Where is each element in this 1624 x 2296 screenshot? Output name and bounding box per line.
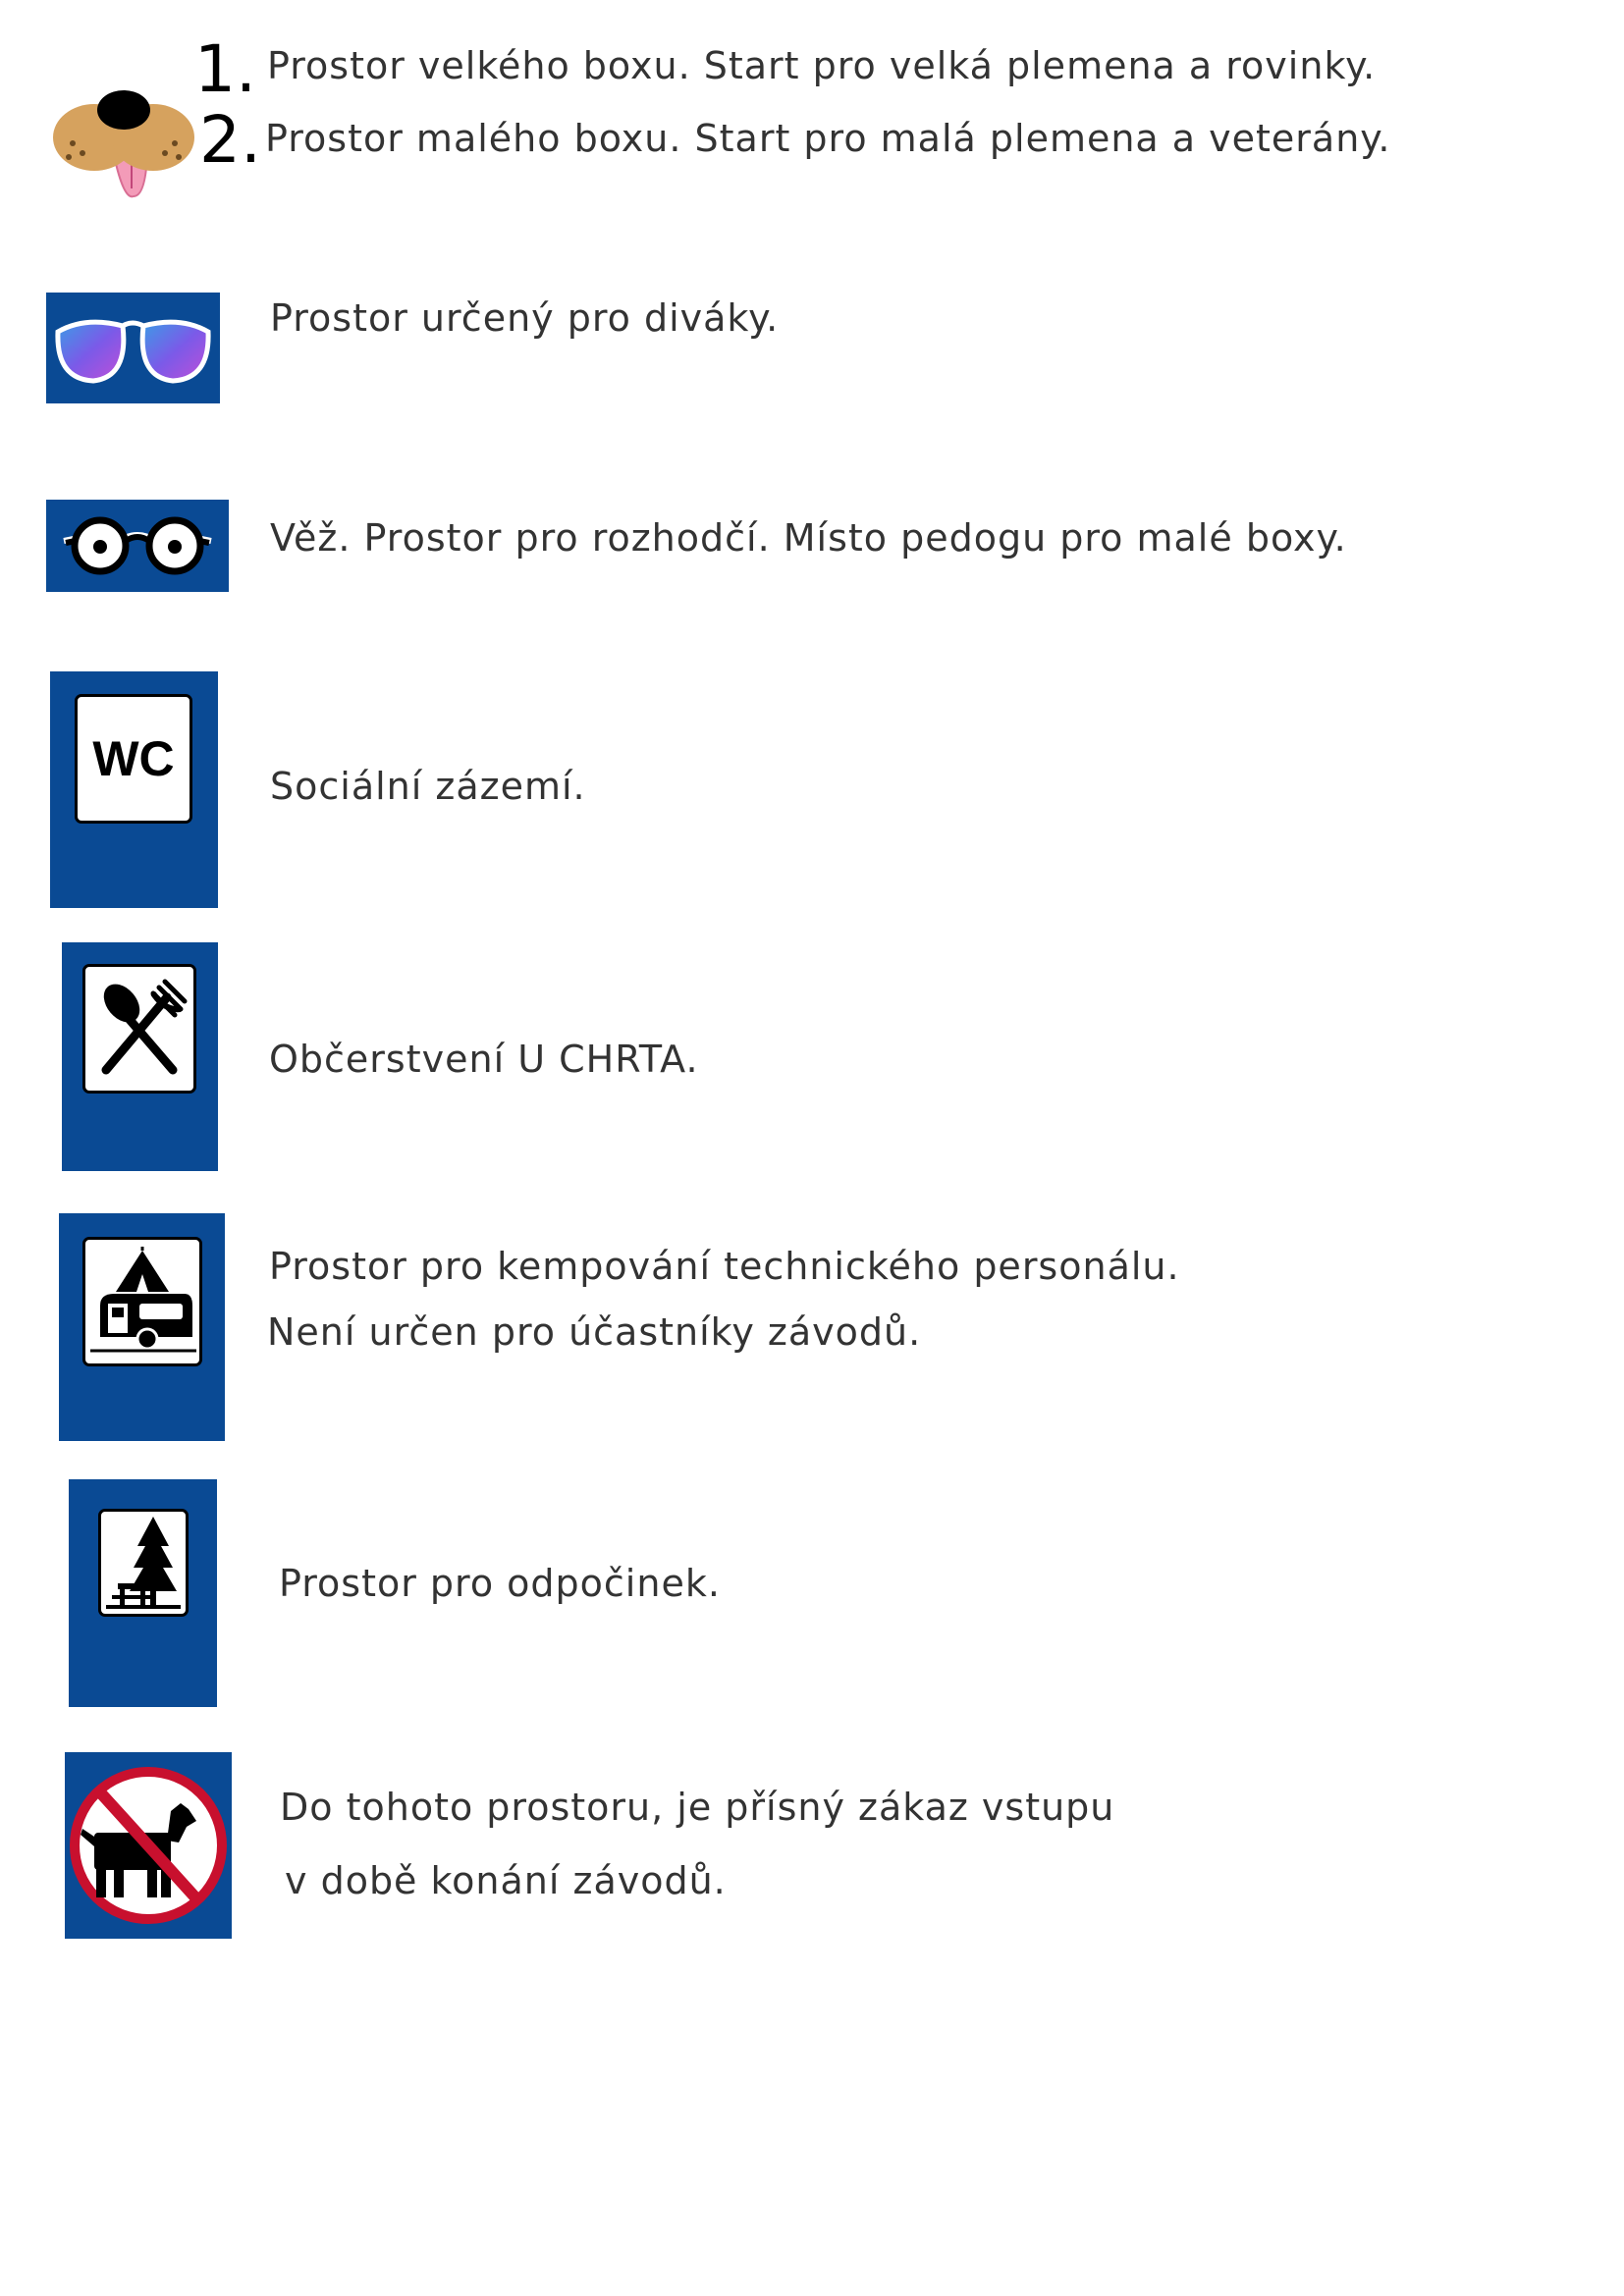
camping-sign bbox=[59, 1213, 225, 1441]
rest-area-icon bbox=[98, 1509, 189, 1617]
rest-area-text: Prostor pro odpočinek. bbox=[279, 1562, 721, 1605]
legend-number-2: 2. bbox=[199, 102, 261, 178]
refreshments-text: Občerstvení U CHRTA. bbox=[269, 1038, 699, 1081]
wc-icon: WC bbox=[92, 731, 175, 786]
dog-face-icon bbox=[51, 86, 196, 204]
legend-number-1: 1. bbox=[194, 31, 256, 107]
no-entry-text-line1: Do tohoto prostoru, je přísný zákaz vstupu bbox=[280, 1786, 1115, 1829]
no-dogs-icon bbox=[65, 1752, 232, 1939]
round-glasses-sign bbox=[46, 500, 229, 592]
no-dogs-sign bbox=[65, 1752, 232, 1939]
rest-area-sign bbox=[69, 1479, 217, 1707]
judges-tower-text: Věž. Prostor pro rozhodčí. Místo pedogu pro malé boxy. bbox=[270, 516, 1347, 560]
camping-text-line1: Prostor pro kempování technického personálu. bbox=[269, 1245, 1180, 1288]
sunglasses-sign bbox=[46, 293, 220, 403]
restaurant-sign bbox=[62, 942, 218, 1171]
camping-icon bbox=[82, 1237, 202, 1366]
sunglasses-icon bbox=[58, 322, 124, 381]
legend-text-1: Prostor velkého boxu. Start pro velká plemena a rovinky. bbox=[267, 44, 1377, 87]
camping-text-line2: Není určen pro účastníky závodů. bbox=[267, 1310, 922, 1354]
legend-text-2: Prostor malého boxu. Start pro malá plemena a veterány. bbox=[265, 117, 1391, 160]
wc-sign bbox=[50, 671, 218, 908]
toilets-text: Sociální zázemí. bbox=[270, 765, 586, 808]
no-entry-text-line2: v době konání závodů. bbox=[285, 1859, 727, 1902]
restaurant-icon bbox=[82, 964, 196, 1094]
spectators-text: Prostor určený pro diváky. bbox=[270, 296, 780, 340]
